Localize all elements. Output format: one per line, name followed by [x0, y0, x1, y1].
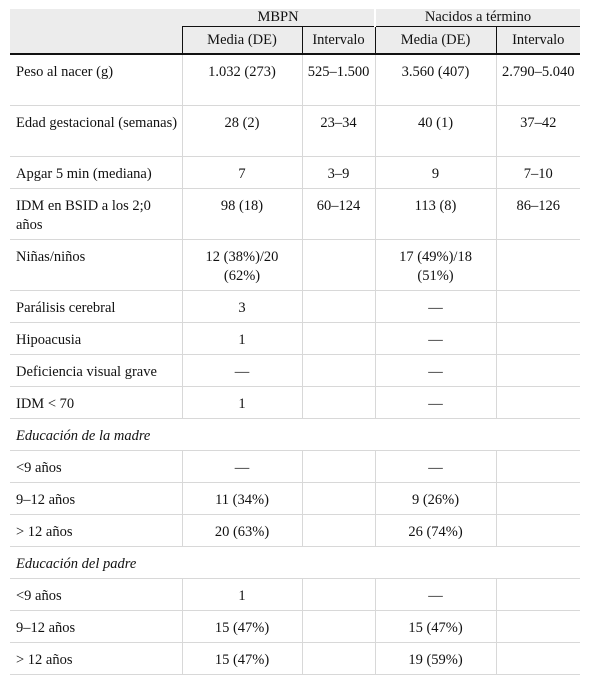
- row-label: IDM en BSID a los 2;0 años: [10, 189, 182, 240]
- term-mean: 17 (49%)/18 (51%): [375, 240, 496, 291]
- term-mean: —: [375, 355, 496, 387]
- row-label: Deficiencia visual grave: [10, 355, 182, 387]
- row-label: IDM < 70: [10, 387, 182, 419]
- term-mean: 3.560 (407): [375, 54, 496, 106]
- term-mean: 19 (59%): [375, 643, 496, 675]
- mbpn-range: [302, 643, 375, 675]
- term-mean: 40 (1): [375, 106, 496, 157]
- table-row: [10, 54, 580, 106]
- table-row: [10, 515, 580, 547]
- table-body: [10, 54, 580, 675]
- table-row: [10, 483, 580, 515]
- table-row: [10, 189, 580, 240]
- term-range: [496, 387, 580, 419]
- term-range: [496, 240, 580, 291]
- mbpn-range: [302, 515, 375, 547]
- term-mean: 113 (8): [375, 189, 496, 240]
- table-row: [10, 579, 580, 611]
- mbpn-mean: 7: [182, 157, 302, 189]
- row-label: <9 años: [10, 579, 182, 611]
- term-range: [496, 355, 580, 387]
- mbpn-range: 3–9: [302, 157, 375, 189]
- row-label: 9–12 años: [10, 611, 182, 643]
- term-mean: 26 (74%): [375, 515, 496, 547]
- term-range: [496, 611, 580, 643]
- term-mean: 15 (47%): [375, 611, 496, 643]
- term-range: [496, 579, 580, 611]
- section-row-mother-education: [10, 419, 580, 451]
- mbpn-mean: —: [182, 451, 302, 483]
- table-row: [10, 157, 580, 189]
- mbpn-range: [302, 240, 375, 291]
- term-mean: 9 (26%): [375, 483, 496, 515]
- table-row: [10, 387, 580, 419]
- mbpn-range: 60–124: [302, 189, 375, 240]
- term-range: [496, 291, 580, 323]
- mbpn-range: [302, 323, 375, 355]
- mbpn-mean: 98 (18): [182, 189, 302, 240]
- term-range: 2.790–5.040: [496, 54, 580, 106]
- table-row: [10, 451, 580, 483]
- mbpn-mean: 15 (47%): [182, 611, 302, 643]
- mbpn-range: [302, 291, 375, 323]
- col-header-mean-term: Media (DE): [375, 27, 496, 55]
- mbpn-range: [302, 387, 375, 419]
- row-label: Edad gestacional (semanas): [10, 106, 182, 157]
- table-row: [10, 106, 580, 157]
- header-corner-bottom: [10, 27, 182, 55]
- row-label: Parálisis cerebral: [10, 291, 182, 323]
- mbpn-mean: 20 (63%): [182, 515, 302, 547]
- term-mean: —: [375, 579, 496, 611]
- term-mean: —: [375, 387, 496, 419]
- term-range: 7–10: [496, 157, 580, 189]
- term-mean: —: [375, 323, 496, 355]
- col-header-range-mbpn: Intervalo: [302, 27, 375, 55]
- section-row-father-education: [10, 547, 580, 579]
- table-row: [10, 611, 580, 643]
- mbpn-range: 525–1.500: [302, 54, 375, 106]
- mbpn-mean: 15 (47%): [182, 643, 302, 675]
- row-label: Peso al nacer (g): [10, 54, 182, 106]
- mbpn-mean: 28 (2): [182, 106, 302, 157]
- header-corner: [10, 9, 182, 27]
- row-label: > 12 años: [10, 643, 182, 675]
- mbpn-mean: 11 (34%): [182, 483, 302, 515]
- row-label: Hipoacusia: [10, 323, 182, 355]
- table-row: [10, 323, 580, 355]
- term-range: [496, 643, 580, 675]
- term-mean: —: [375, 291, 496, 323]
- row-label: > 12 años: [10, 515, 182, 547]
- term-range: 37–42: [496, 106, 580, 157]
- group-header-mbpn: MBPN: [182, 9, 375, 27]
- term-range: [496, 323, 580, 355]
- row-label: Niñas/niños: [10, 240, 182, 291]
- col-header-mean-mbpn: Media (DE): [182, 27, 302, 55]
- table-row: [10, 355, 580, 387]
- term-range: 86–126: [496, 189, 580, 240]
- term-range: [496, 483, 580, 515]
- row-label: <9 años: [10, 451, 182, 483]
- term-range: [496, 515, 580, 547]
- term-mean: —: [375, 451, 496, 483]
- comparison-table: [10, 9, 580, 675]
- mbpn-range: [302, 611, 375, 643]
- mbpn-mean: 1: [182, 387, 302, 419]
- term-mean: 9: [375, 157, 496, 189]
- section-title: Educación del padre: [10, 547, 580, 579]
- term-range: [496, 451, 580, 483]
- mbpn-range: 23–34: [302, 106, 375, 157]
- row-label: Apgar 5 min (mediana): [10, 157, 182, 189]
- table-row: [10, 240, 580, 291]
- mbpn-mean: 1: [182, 323, 302, 355]
- mbpn-mean: 3: [182, 291, 302, 323]
- mbpn-mean: 12 (38%)/20 (62%): [182, 240, 302, 291]
- mbpn-mean: —: [182, 355, 302, 387]
- group-header-term: Nacidos a término: [375, 9, 580, 27]
- row-label: 9–12 años: [10, 483, 182, 515]
- mbpn-range: [302, 579, 375, 611]
- section-title: Educación de la madre: [10, 419, 580, 451]
- mbpn-mean: 1: [182, 579, 302, 611]
- col-header-range-term: Intervalo: [496, 27, 580, 55]
- mbpn-range: [302, 355, 375, 387]
- table-row: [10, 291, 580, 323]
- mbpn-mean: 1.032 (273): [182, 54, 302, 106]
- table-header: [10, 9, 580, 54]
- mbpn-range: [302, 451, 375, 483]
- table-row: [10, 643, 580, 675]
- mbpn-range: [302, 483, 375, 515]
